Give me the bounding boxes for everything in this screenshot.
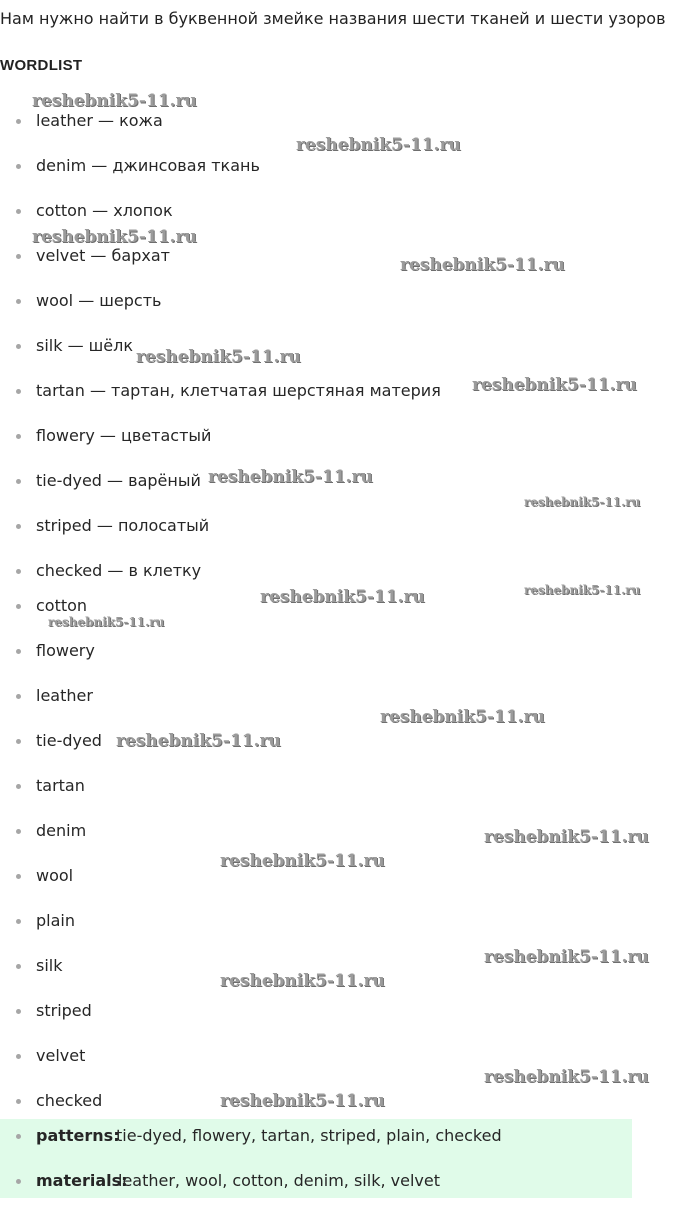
watermark: reshebnik5-11.ru	[484, 947, 649, 967]
watermark: reshebnik5-11.ru	[472, 375, 637, 395]
list-item-text: leather	[36, 686, 93, 705]
materials-value: leather, wool, cotton, denim, silk, velvet	[118, 1171, 440, 1190]
intro-text: Нам нужно найти в буквенной змейке названия шести тканей и шести узоров	[0, 9, 666, 28]
watermark: reshebnik5-11.ru	[116, 731, 281, 751]
watermark: reshebnik5-11.ru	[524, 495, 641, 509]
watermark: reshebnik5-11.ru	[296, 135, 461, 155]
watermark: reshebnik5-11.ru	[220, 851, 385, 871]
watermark: reshebnik5-11.ru	[220, 1091, 385, 1111]
list-item-text: tartan — тартан, клетчатая шерстяная материя	[36, 381, 441, 400]
answer-box	[0, 1119, 632, 1198]
watermark: reshebnik5-11.ru	[524, 583, 641, 597]
watermark: reshebnik5-11.ru	[32, 91, 197, 111]
list-item-text: silk	[36, 956, 63, 975]
list-item-text: wool	[36, 866, 74, 885]
list-item-text: flowery	[36, 641, 95, 660]
watermark: reshebnik5-11.ru	[400, 255, 565, 275]
watermark: reshebnik5-11.ru	[260, 587, 425, 607]
materials-label: materials:	[36, 1171, 128, 1190]
list-item-text: flowery — цветастый	[36, 426, 212, 445]
list-item-text: denim — джинсовая ткань	[36, 156, 260, 175]
watermark: reshebnik5-11.ru	[208, 467, 373, 487]
list-item-text: checked	[36, 1091, 103, 1110]
watermark: reshebnik5-11.ru	[32, 227, 197, 247]
list-item-text: plain	[36, 911, 75, 930]
patterns-value: tie-dyed, flowery, tartan, striped, plain, checked	[116, 1126, 502, 1145]
wordlist-heading: WORDLIST	[0, 57, 83, 74]
list-item-text: tie-dyed — варёный	[36, 471, 201, 490]
list-item-text: denim	[36, 821, 87, 840]
list-item-text: silk — шёлк	[36, 336, 134, 355]
list-item-text: cotton — хлопок	[36, 201, 173, 220]
list-item-text: cotton	[36, 596, 88, 615]
list-item-text: tie-dyed	[36, 731, 102, 750]
list-item-text: checked — в клетку	[36, 561, 202, 580]
watermark: reshebnik5-11.ru	[48, 615, 165, 629]
list-item-text: velvet — бархат	[36, 246, 170, 265]
list-item-text: striped	[36, 1001, 92, 1020]
list-item-text: velvet	[36, 1046, 86, 1065]
list-item-text: wool — шерсть	[36, 291, 162, 310]
list-item-text: striped — полосатый	[36, 516, 210, 535]
watermark: reshebnik5-11.ru	[484, 1067, 649, 1087]
list-item-text: tartan	[36, 776, 85, 795]
watermark: reshebnik5-11.ru	[380, 707, 545, 727]
list-item-text: leather — кожа	[36, 111, 163, 130]
patterns-label: patterns:	[36, 1126, 120, 1145]
watermark: reshebnik5-11.ru	[484, 827, 649, 847]
watermark: reshebnik5-11.ru	[136, 347, 301, 367]
watermark: reshebnik5-11.ru	[220, 971, 385, 991]
